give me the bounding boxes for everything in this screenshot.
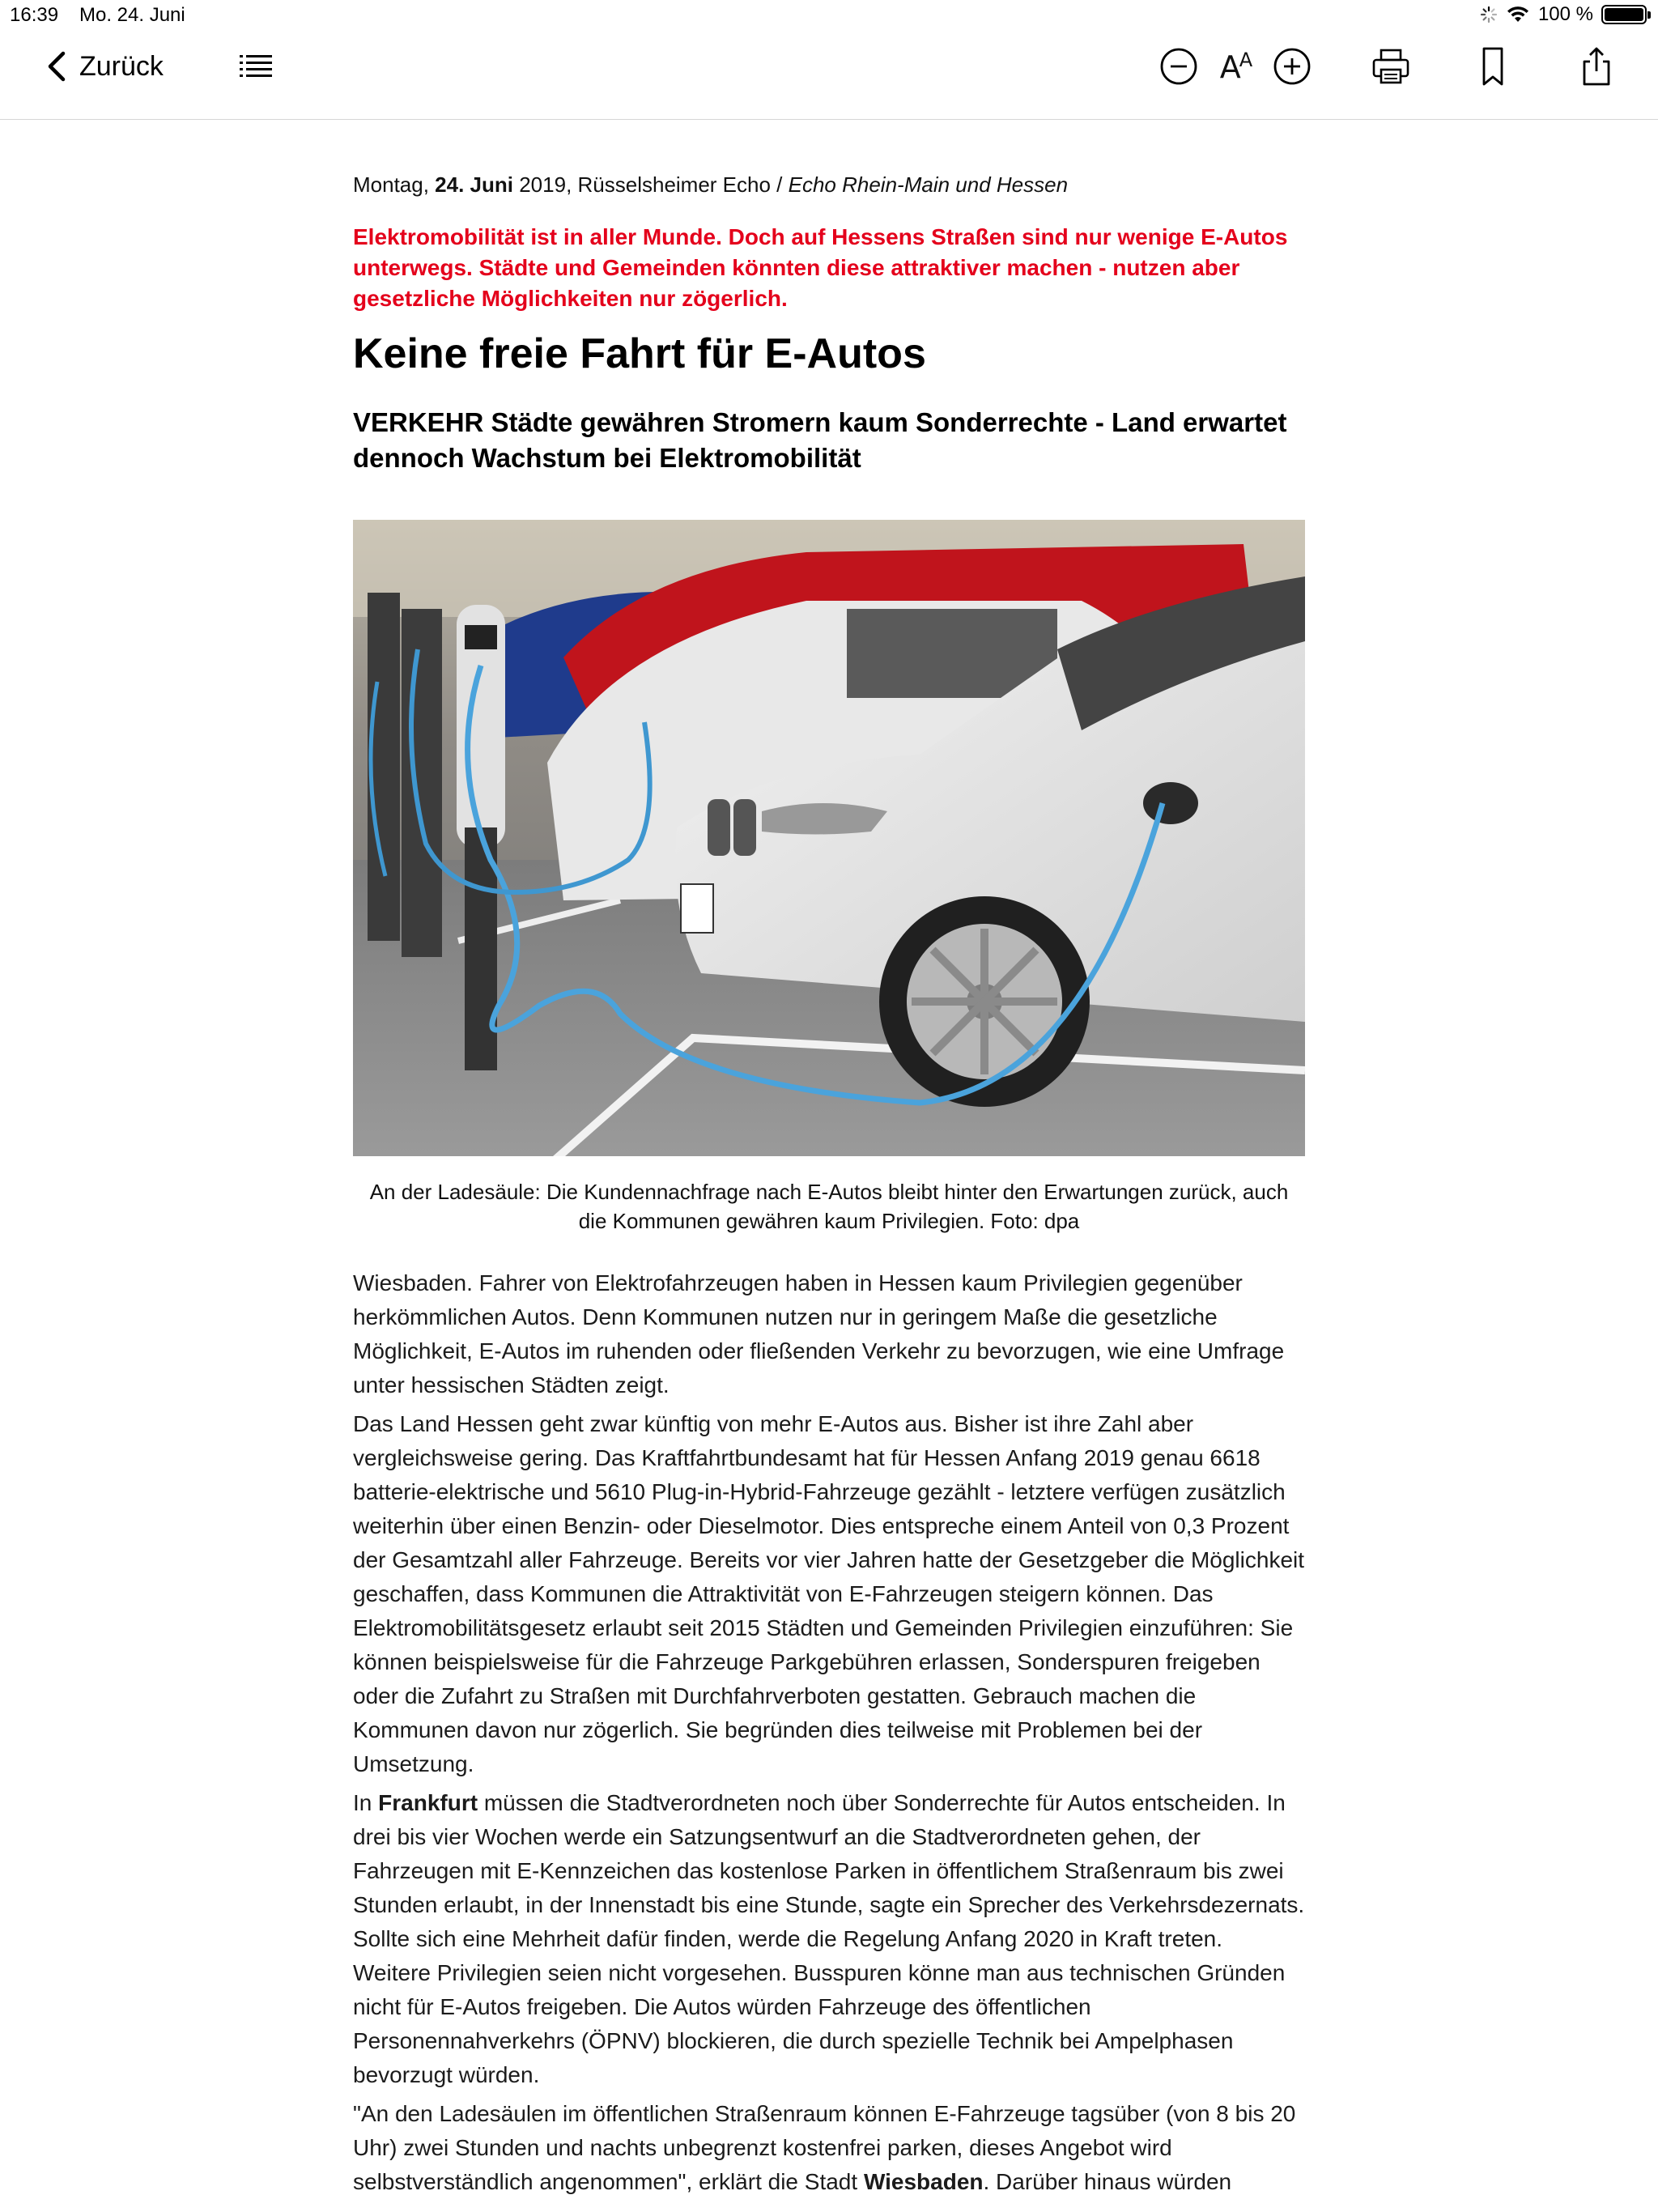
paragraph-4-pre: "An den Ladesäulen im öffentlichen Straßenraum können E-Fahrzeuge tagsüber (von 8 bis 20 Uhr) zwei Stunden und nachts unbegrenzt kostenfrei parken, dieses Angebot wird selbstverständlich angenommen", erklärt die Stadt: [353, 2101, 1296, 2194]
article-photo: [353, 520, 1305, 1156]
toolbar: [0, 32, 1658, 120]
paragraph-2: Das Land Hessen geht zwar künftig von mehr E-Autos aus. Bisher ist ihre Zahl aber vergleichsweise gering. Das Kraftfahrtbundesamt hat für Hessen Anfang 2019 genau 6618 batterie-elektrische und 5610 Plug-in-Hybrid-Fahrzeuge gezählt - letztere verfügen zusätzlich weiterhin über einen Benzin- oder Dieselmotor. Dies entspreche einem Anteil von 0,3 Prozent der Gesamtzahl aller Fahrzeuge. Bereits vor vier Jahren hatte der Gesetzgeber die Möglichkeit geschaffen, dass Kommunen die Attraktivität von E-Fahrzeugen steigern können. Das Elektromobilitätsgesetz erlaubt seit 2015 Städten und Gemeinden Privilegien einzuführen: Sie können beispielsweise für die Fahrzeuge Parkgebühren erlassen, Sonderspuren freigeben oder die Zufahrt zu Straßen mit Durchfahrverboten gestatten. Gebrauch machen die Kommunen davon nur zögerlich. Sie begründen dies teilweise mit Problemen bei der Umsetzung.: [353, 1411, 1305, 1776]
article-headline: Keine freie Fahrt für E-Autos: [353, 330, 926, 377]
paragraph-1: Wiesbaden. Fahrer von Elektrofahrzeugen haben in Hessen kaum Privilegien gegenüber herkömmlichen Autos. Denn Kommunen nutzen nur in geringem Maße die gesetzliche Möglichkeit, E-Autos im ruhenden oder fließenden Verkehr zu bevorzugen, wie eine Umfrage unter hessischen Städten zeigt.: [353, 1270, 1285, 1397]
article-body: [353, 1266, 1305, 2199]
paragraph-3-post: müssen die Stadtverordneten noch über Sonderrechte für Autos entscheiden. In drei bis vier Wochen werde ein Satzungsentwurf an die Stadtverordneten gehen, der Fahrzeugen mit E-Kennzeichen das kostenlose Parken in öffentlichem Straßenraum bis zwei Stunden erlaubt, in der Innenstadt bis eine Stunde, sagte ein Sprecher des Verkehrsdezernats. Sollte sich eine Mehrheit dafür finden, werde die Regelung Anfang 2020 in Kraft treten. Weitere Privilegien seien nicht vorgesehen. Busspuren könne man aus technischen Gründen nicht für E-Autos freigeben. Die Autos würden Fahrzeuge des öffentlichen Personennahverkehrs (ÖPNV) blockieren, die durch spezielle Technik bei Ampelphasen bevorzugt würden.: [353, 1790, 1305, 2087]
font-size-button[interactable]: [1213, 44, 1258, 89]
bookmark-button[interactable]: [1470, 44, 1516, 89]
paragraph-3-city: Frankfurt: [378, 1790, 478, 1815]
bookmark-icon: [1470, 44, 1516, 89]
paragraph-4-city: Wiesbaden: [863, 2169, 984, 2194]
zoom-in-button[interactable]: [1269, 44, 1315, 89]
share-button[interactable]: [1574, 44, 1619, 89]
article-dateline: [353, 170, 1305, 199]
photo-caption: An der Ladesäule: Die Kundennachfrage nach E-Autos bleibt hinter den Erwartungen zurück, auch die Kommunen gewähren kaum Privilegien. Foto: dpa: [369, 1180, 1289, 1233]
back-label: Zurück: [79, 50, 164, 82]
article-subheadline: VERKEHR Städte gewähren Stromern kaum Sonderrechte - Land erwartet dennoch Wachstum bei Elektromobilität: [353, 407, 1287, 473]
chevron-left-icon: [45, 50, 68, 83]
dateline-edition: Echo Rhein-Main und Hessen: [788, 172, 1069, 197]
activity-spinner-icon: [1480, 6, 1498, 23]
wifi-icon: [1506, 6, 1530, 23]
share-icon: [1574, 44, 1619, 89]
minus-circle-icon: [1156, 44, 1201, 89]
dateline-paper: 2019, Rüsselsheimer Echo /: [513, 172, 789, 197]
plus-circle-icon: [1269, 44, 1315, 89]
dateline-weekday: Montag,: [353, 172, 436, 197]
table-of-contents-button[interactable]: [233, 44, 278, 89]
battery-icon: [1601, 5, 1647, 24]
status-date: Mo. 24. Juni: [79, 4, 185, 26]
paragraph-4-post: . Darüber hinaus würden: [983, 2169, 1232, 2194]
status-time: 16:39: [10, 4, 59, 26]
article-teaser: Elektromobilität ist in aller Munde. Doch auf Hessens Straßen sind nur wenige E-Autos unterwegs. Städte und Gemeinden könnten diese attraktiver machen - nutzen aber gesetzliche Möglichkeiten nur zögerlich.: [353, 224, 1288, 311]
font-size-icon: $A^A$: [1219, 48, 1252, 85]
status-bar: [0, 0, 1658, 32]
list-icon: [233, 44, 278, 89]
ev-charging-photo: [353, 520, 1305, 1156]
zoom-out-button[interactable]: [1156, 44, 1201, 89]
paragraph-3-pre: In: [353, 1790, 379, 1815]
dateline-date: 24. Juni: [435, 172, 513, 197]
printer-icon: [1368, 44, 1414, 89]
print-button[interactable]: [1368, 44, 1414, 89]
back-button[interactable]: [45, 47, 164, 86]
battery-percent: 100 %: [1537, 3, 1593, 25]
paragraph-3: [353, 1786, 1305, 2092]
status-right: [1480, 3, 1647, 26]
article: [353, 170, 1305, 2204]
paragraph-4: [353, 2097, 1305, 2199]
